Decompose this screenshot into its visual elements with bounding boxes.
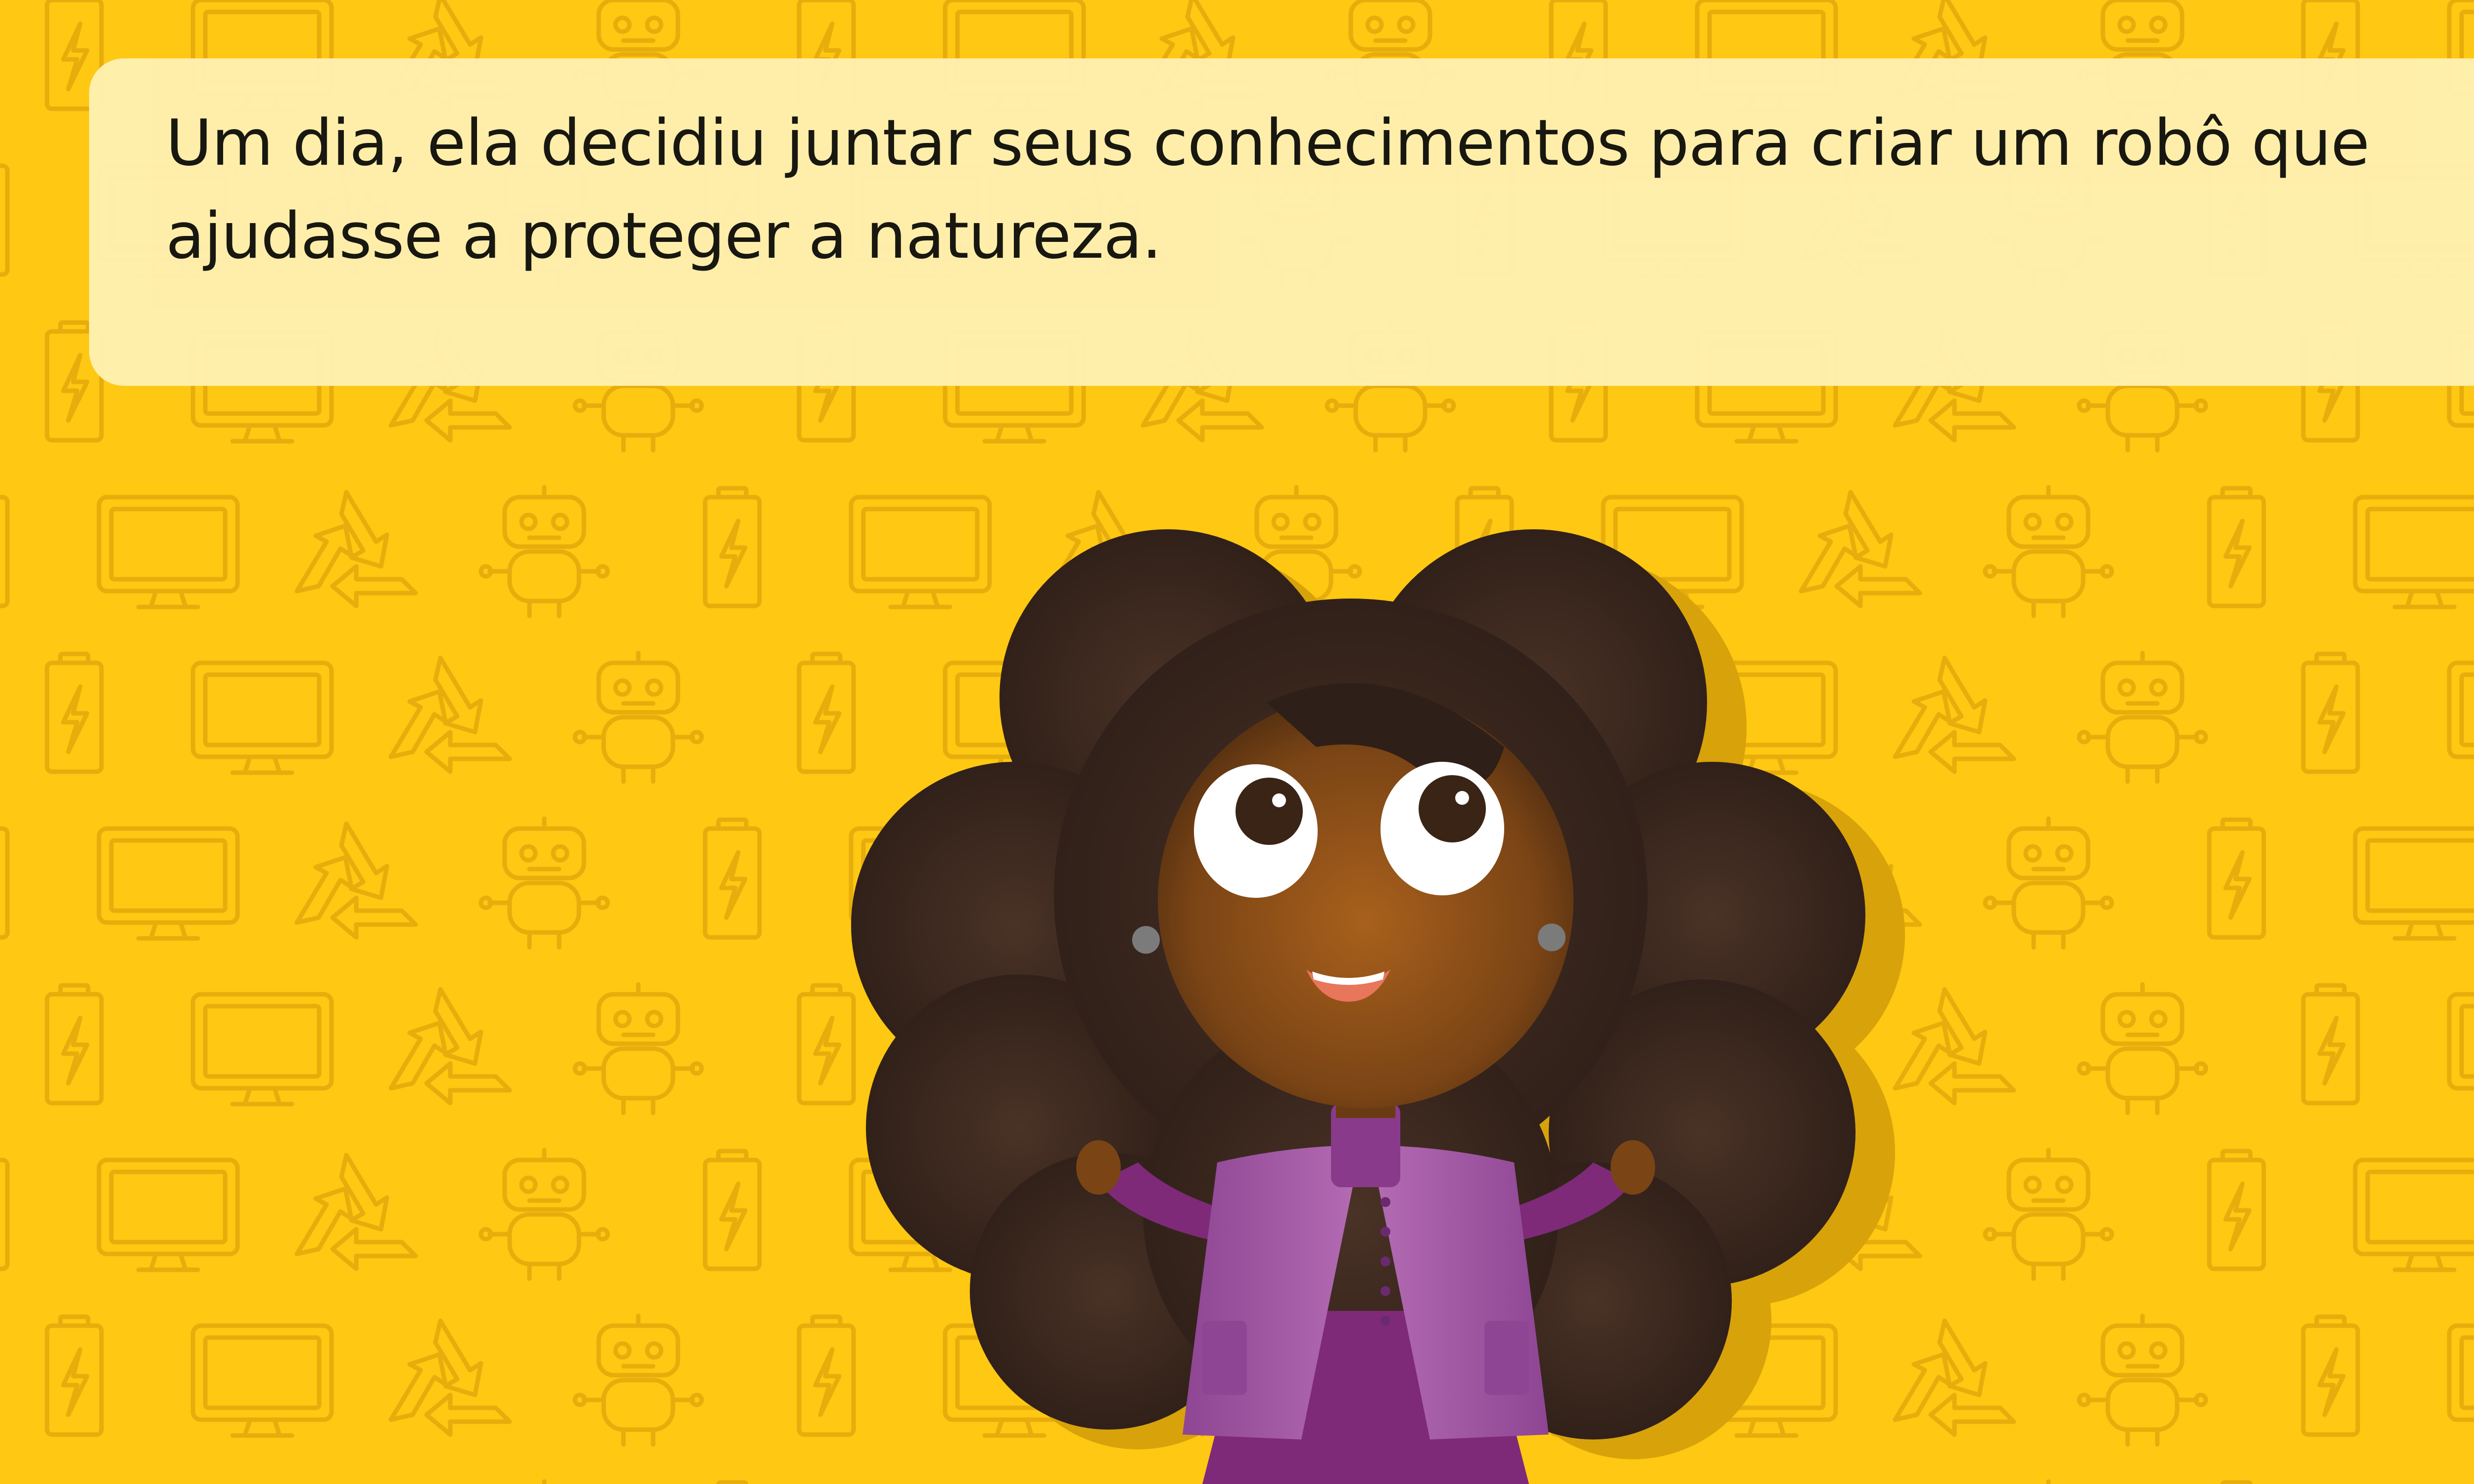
recycle-icon (391, 989, 510, 1103)
girl-character-illustration (821, 470, 1935, 1484)
battery-icon (2209, 488, 2264, 606)
robot-icon (481, 819, 608, 947)
monitor-icon (193, 1326, 332, 1436)
battery-icon (2303, 1317, 2358, 1435)
robot-icon (481, 1150, 608, 1279)
battery-icon (0, 157, 7, 275)
robot-icon (1985, 1482, 2112, 1484)
monitor-icon (2355, 1160, 2474, 1270)
monitor-icon (2355, 497, 2474, 607)
monitor-icon (193, 663, 332, 773)
robot-icon (481, 487, 608, 616)
monitor-icon (99, 829, 238, 938)
recycle-icon (297, 1155, 416, 1269)
story-caption: Um dia, ela decidiu juntar seus conhecimentos para criar um robô que ajudasse a proteger a natureza. (166, 106, 2370, 273)
earring-right (1538, 924, 1566, 951)
battery-icon (47, 985, 101, 1103)
battery-icon (705, 1151, 760, 1269)
battery-icon (705, 488, 760, 606)
battery-icon (2209, 1151, 2264, 1269)
monitor-icon (193, 994, 332, 1104)
battery-icon (0, 820, 7, 937)
battery-icon (0, 488, 7, 606)
battery-icon (705, 820, 760, 937)
recycle-icon (391, 1321, 510, 1435)
robot-icon (575, 1316, 702, 1444)
recycle-icon (391, 658, 510, 772)
robot-icon (2079, 984, 2206, 1113)
monitor-icon (2355, 829, 2474, 938)
robot-icon (575, 984, 702, 1113)
earring-left (1132, 926, 1160, 954)
robot-icon (1985, 487, 2112, 616)
robot-icon (481, 1482, 608, 1484)
robot-icon (1985, 819, 2112, 947)
battery-icon (2209, 820, 2264, 937)
monitor-icon (99, 497, 238, 607)
battery-icon (47, 1317, 101, 1435)
battery-icon (0, 1151, 7, 1269)
robot-icon (1985, 1150, 2112, 1279)
battery-icon (2303, 985, 2358, 1103)
monitor-icon (2449, 994, 2474, 1104)
battery-icon (2303, 654, 2358, 772)
monitor-icon (2449, 663, 2474, 773)
robot-icon (2079, 653, 2206, 782)
monitor-icon (2449, 1326, 2474, 1436)
story-caption-box (89, 58, 2474, 386)
robot-icon (2079, 1316, 2206, 1444)
battery-icon (47, 654, 101, 772)
face (1158, 693, 1573, 1108)
monitor-icon (99, 1160, 238, 1270)
robot-icon (575, 653, 702, 782)
recycle-icon (297, 492, 416, 606)
recycle-icon (297, 824, 416, 937)
